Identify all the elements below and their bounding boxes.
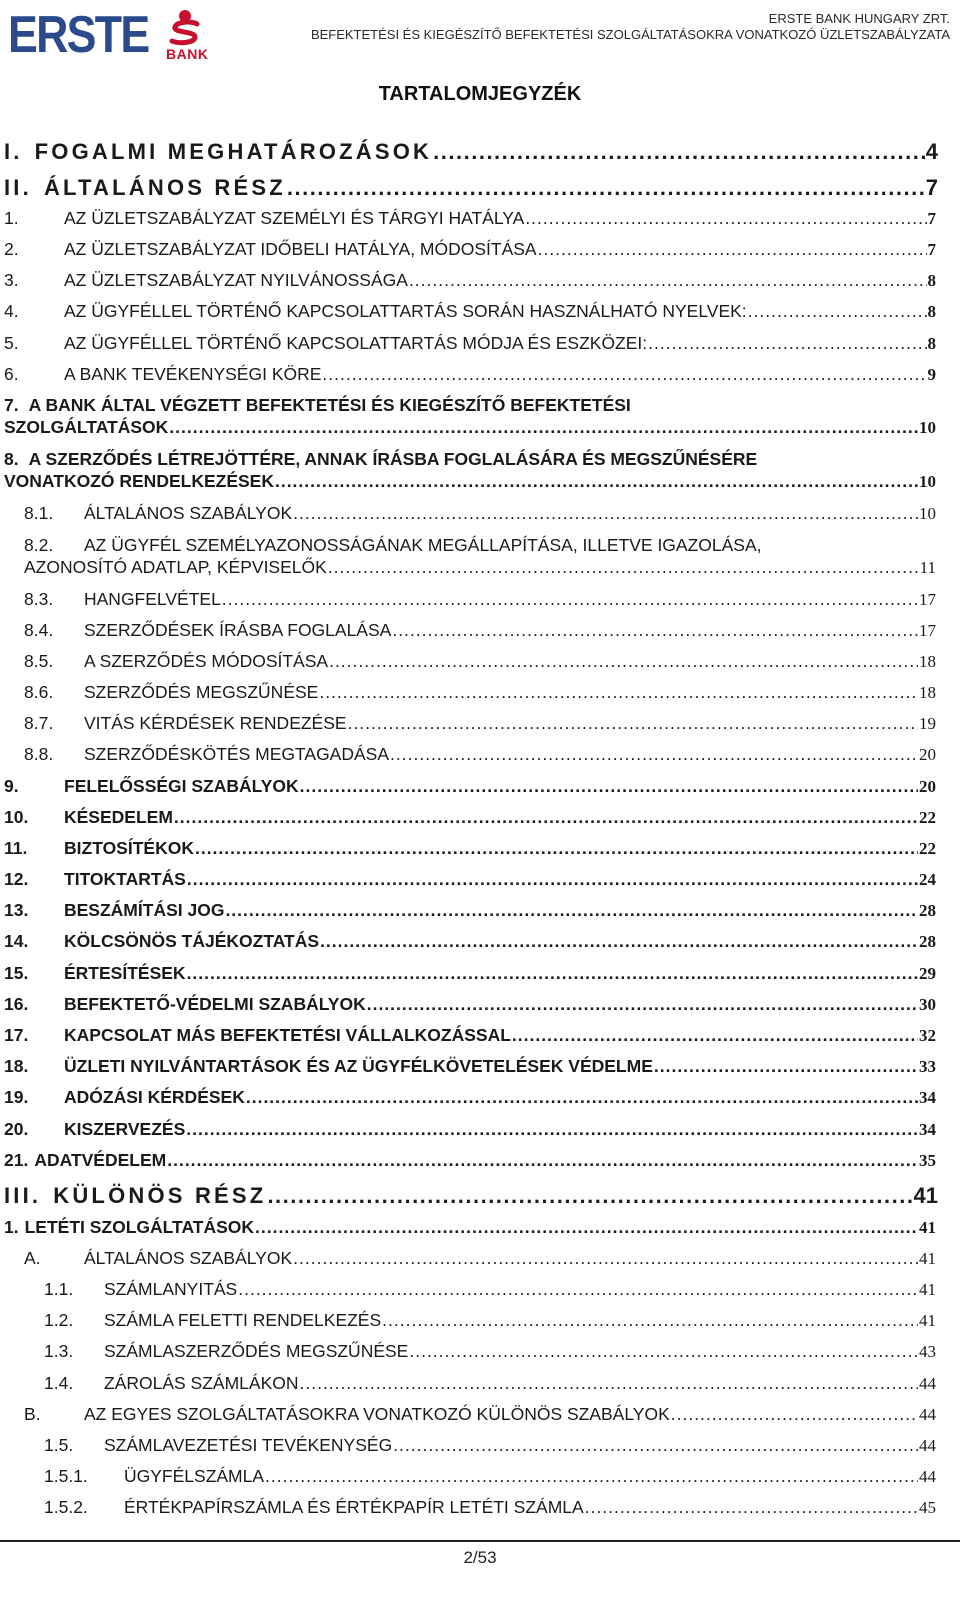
toc-entry-number: 1.5.2. [44, 1497, 88, 1517]
toc-entry-title: FOGALMI MEGHATÁROZÁSOK [34, 139, 433, 164]
dot-leader [409, 270, 927, 291]
toc-entry-title: SZERZŐDÉSKÖTÉS MEGTAGADÁSA [84, 744, 390, 764]
toc-entry-number: 8.7. [24, 713, 54, 733]
toc-entry[interactable] [0, 139, 960, 165]
toc-entry-number: 10. [4, 807, 29, 827]
dot-leader [246, 1087, 918, 1108]
toc-entry-number: 8.2. [24, 535, 54, 555]
toc-entry[interactable] [0, 1025, 960, 1046]
toc-entry-title: ÁLTALÁNOS RÉSZ [43, 175, 286, 200]
toc-entry-page: 32 [919, 1026, 936, 1045]
toc-entry[interactable] [0, 713, 960, 734]
toc-entry[interactable] [0, 364, 960, 385]
toc-entry-page: 41 [919, 1249, 936, 1268]
toc-entry[interactable] [0, 682, 960, 703]
toc-entry[interactable] [0, 1056, 960, 1077]
toc-entry-number: 8.6. [24, 682, 54, 702]
toc-entry[interactable] [0, 651, 960, 672]
toc-entry-page: 41 [913, 1183, 938, 1208]
toc-entry-title-continued: SZOLGÁLTATÁSOK [4, 417, 169, 437]
toc-heading: TARTALOMJEGYZÉK [378, 83, 582, 105]
toc-entry[interactable] [0, 333, 960, 354]
toc-entry-number: II. [4, 175, 32, 200]
toc-entry-page: 20 [919, 745, 936, 764]
toc-entry-number: 1.4. [44, 1373, 74, 1393]
toc-entry-page: 44 [919, 1436, 936, 1455]
toc-entry[interactable] [0, 589, 960, 610]
toc-entry-title: KÜLÖNÖS RÉSZ [53, 1183, 267, 1208]
toc-entry-title: SZÁMLANYITÁS [104, 1279, 238, 1299]
toc-entry-title: SZERZŐDÉS MEGSZŰNÉSE [84, 682, 319, 702]
toc-entry-number: 3. [4, 270, 19, 290]
toc-entry-page: 33 [919, 1057, 936, 1076]
page-number: 2/53 [463, 1548, 497, 1567]
toc-entry-number: 13. [4, 900, 29, 920]
toc-entry-number: 7. [4, 395, 19, 415]
toc-entry-page: 41 [919, 1280, 936, 1299]
toc-entry-title: BESZÁMÍTÁSI JOG [64, 900, 225, 920]
toc-entry[interactable] [0, 900, 960, 921]
toc-entry-number: 19. [4, 1087, 29, 1107]
toc-entry-page: 44 [919, 1374, 936, 1393]
toc-entry-title: KÉSEDELEM [64, 807, 173, 827]
toc-entry-number: A. [24, 1248, 41, 1268]
toc-entry[interactable] [0, 1217, 960, 1238]
toc-entry-title: FELELŐSSÉGI SZABÁLYOK [64, 776, 299, 796]
toc-entry-number: 11. [4, 838, 28, 858]
logo-bank-text: BANK [166, 46, 209, 62]
toc-entry-title: ÜZLETI NYILVÁNTARTÁSOK ÉS AZ ÜGYFÉLKÖVETELÉSEK VÉDELME [64, 1056, 653, 1076]
toc-entry-number: 1.3. [44, 1341, 74, 1361]
footer-divider [0, 1540, 960, 1542]
logo-wordmark: ERSTE [8, 6, 149, 64]
toc-entry-number: 12. [4, 869, 29, 889]
toc-entry[interactable] [0, 1279, 960, 1300]
toc-entry-page: 30 [919, 995, 936, 1014]
toc-entry-number: 14. [4, 931, 29, 951]
dot-leader [195, 838, 918, 859]
dot-leader [174, 807, 918, 828]
toc-entry-number: 16. [4, 994, 29, 1014]
toc-entry-page: 8 [927, 334, 936, 353]
toc-entry[interactable] [0, 620, 960, 641]
toc-entry-title: A SZERZŐDÉS LÉTREJÖTTÉRE, ANNAK ÍRÁSBA FOGLALÁSÁRA ÉS MEGSZŰNÉSÉRE [28, 449, 758, 469]
dot-leader [512, 1025, 918, 1046]
toc-entry[interactable] [0, 1466, 960, 1487]
dot-leader [167, 1150, 918, 1171]
toc-entry-title: SZÁMLASZERZŐDÉS MEGSZŰNÉSE [104, 1341, 409, 1361]
toc-entry-page: 41 [919, 1311, 936, 1330]
dot-leader [267, 1183, 912, 1209]
toc-entry[interactable] [0, 503, 960, 524]
toc-entry-page: 18 [919, 652, 936, 671]
toc-entry-number: 1.5.1. [44, 1466, 88, 1486]
toc-entry-number: 1.1. [44, 1279, 74, 1299]
toc-entry-number: I. [4, 139, 23, 164]
toc-entry[interactable] [0, 449, 960, 493]
document-title: BEFEKTETÉSI ÉS KIEGÉSZÍTŐ BEFEKTETÉSI SZOLGÁLTATÁSOKRA VONATKOZÓ ÜZLETSZABÁLYZATA [310, 27, 950, 42]
toc-entry[interactable] [0, 301, 960, 322]
erste-s-logo-icon [164, 10, 206, 46]
toc-entry[interactable] [0, 175, 960, 201]
toc-entry-page: 10 [919, 472, 936, 491]
toc-entry-title: KISZERVEZÉS [64, 1119, 186, 1139]
toc-entry-page: 41 [919, 1218, 936, 1237]
toc-entry-title: AZ ÜZLETSZABÁLYZAT IDŐBELI HATÁLYA, MÓDOSÍTÁSA [64, 239, 537, 259]
dot-leader [328, 556, 919, 578]
page-header [0, 0, 960, 72]
toc-entry-page: 17 [919, 590, 936, 609]
toc-entry-page: 18 [919, 683, 936, 702]
dot-leader [525, 208, 926, 229]
toc-entry[interactable] [0, 535, 960, 579]
dot-leader [585, 1497, 918, 1518]
dot-leader [367, 994, 918, 1015]
toc-entry-number: 8. [4, 449, 19, 469]
dot-leader [222, 589, 918, 610]
header-info [311, 11, 950, 43]
toc-entry-title: VITÁS KÉRDÉSEK RENDEZÉSE [84, 713, 347, 733]
toc-entry-page: 24 [919, 870, 936, 889]
toc-entry-title: A SZERZŐDÉS MÓDOSÍTÁSA [84, 651, 329, 671]
toc-entry-page: 22 [919, 839, 936, 858]
toc-entry-number: 8.1. [24, 503, 54, 523]
toc-entry-number: 9. [4, 776, 19, 796]
toc-entry-title: ÁLTALÁNOS SZABÁLYOK [84, 503, 293, 523]
toc-entry-title: A BANK TEVÉKENYSÉGI KÖRE [64, 364, 322, 384]
dot-leader [300, 1373, 919, 1394]
dot-leader [275, 470, 918, 492]
toc-entry-title: ADÓZÁSI KÉRDÉSEK [64, 1087, 245, 1107]
toc-entry-title: SZÁMLA FELETTI RENDELKEZÉS [104, 1310, 382, 1330]
toc-entry-title-continued: AZONOSÍTÓ ADATLAP, KÉPVISELŐK [24, 557, 327, 577]
toc-entry-page: 7 [927, 240, 936, 259]
toc-entry-title: KAPCSOLAT MÁS BEFEKTETÉSI VÁLLALKOZÁSSAL [64, 1025, 511, 1045]
toc-entry-page: 29 [919, 964, 936, 983]
toc-entry-number: 8.8. [24, 744, 54, 764]
dot-leader [169, 416, 918, 438]
toc-entry-number: 2. [4, 239, 19, 259]
dot-leader [187, 963, 918, 984]
toc-entry-number: 15. [4, 963, 29, 983]
toc-entry-page: 20 [919, 777, 936, 796]
toc-entry-number: 8.4. [24, 620, 54, 640]
toc-entry-page: 11 [919, 558, 936, 577]
toc-entry-number: 1. [4, 208, 19, 228]
toc-entry-page: 22 [919, 808, 936, 827]
toc-entry[interactable] [0, 1183, 960, 1209]
toc-entry-number: 21. [4, 1150, 29, 1170]
toc-entry-title: ÁLTALÁNOS SZABÁLYOK [84, 1248, 293, 1268]
toc-entry-number: 17. [4, 1025, 29, 1045]
toc-entry[interactable] [0, 1404, 960, 1425]
erste-bank-logo [8, 6, 208, 64]
toc-entry-page: 10 [919, 418, 936, 437]
toc-entry-page: 8 [927, 302, 936, 321]
dot-leader [382, 1310, 918, 1331]
dot-leader [654, 1056, 918, 1077]
toc-entry[interactable] [0, 239, 960, 260]
toc-entry-page: 45 [919, 1498, 936, 1517]
toc-entry-title: ÉRTÉKPAPÍRSZÁMLA ÉS ÉRTÉKPAPÍR LETÉTI SZÁMLA [124, 1497, 584, 1517]
toc-entry-title: BEFEKTETŐ-VÉDELMI SZABÁLYOK [64, 994, 366, 1014]
toc-entry-title: KÖLCSÖNÖS TÁJÉKOZTATÁS [64, 931, 320, 951]
toc-entry-title: LETÉTI SZOLGÁLTATÁSOK [24, 1217, 255, 1237]
toc-entry-title-continued: VONATKOZÓ RENDELKEZÉSEK [4, 471, 274, 491]
toc-entry-title: ADATVÉDELEM [34, 1150, 167, 1170]
dot-leader [648, 333, 926, 354]
toc-entry[interactable] [0, 1119, 960, 1140]
toc-entry-number: 20. [4, 1119, 29, 1139]
toc-entry[interactable] [0, 838, 960, 859]
dot-leader [319, 682, 918, 703]
toc-entry-number: 1. [4, 1217, 19, 1237]
dot-leader [322, 364, 926, 385]
toc-entry[interactable] [0, 994, 960, 1015]
dot-leader [390, 744, 918, 765]
toc-entry-page: 35 [919, 1151, 936, 1170]
toc-entry-title: ÉRTESÍTÉSEK [64, 963, 186, 983]
toc-entry-number: 4. [4, 301, 19, 321]
dot-leader [393, 1435, 918, 1456]
toc-entry-page: 7 [927, 209, 936, 228]
dot-leader [671, 1404, 918, 1425]
toc-entry-page: 43 [919, 1342, 936, 1361]
dot-leader [300, 776, 918, 797]
toc-entry[interactable] [0, 1310, 960, 1331]
dot-leader [348, 713, 918, 734]
toc-entry-page: 28 [919, 901, 936, 920]
dot-leader [320, 931, 918, 952]
toc-entry-page: 7 [925, 175, 938, 200]
toc-entry-title: AZ ÜZLETSZABÁLYZAT NYILVÁNOSSÁGA [64, 270, 408, 290]
toc-entry-title: AZ ÜGYFÉL SZEMÉLYAZONOSSÁGÁNAK MEGÁLLAPÍTÁSA, ILLETVE IGAZOLÁSA, [84, 535, 762, 555]
toc-entry-page: 10 [919, 504, 936, 523]
dot-leader [255, 1217, 918, 1238]
dot-leader [409, 1341, 918, 1362]
toc-entry-page: 34 [919, 1088, 936, 1107]
dot-leader [293, 1248, 918, 1269]
toc-entry-number: 1.5. [44, 1435, 74, 1455]
dot-leader [329, 651, 918, 672]
toc-entry-title: A BANK ÁLTAL VÉGZETT BEFEKTETÉSI ÉS KIEGÉSZÍTŐ BEFEKTETÉSI [28, 395, 631, 415]
toc-entry[interactable] [0, 1373, 960, 1394]
toc-entry[interactable] [0, 1248, 960, 1269]
toc-entry[interactable] [0, 1150, 960, 1171]
toc-entry-page: 34 [919, 1120, 936, 1139]
toc-entry[interactable] [0, 869, 960, 890]
dot-leader [225, 900, 918, 921]
toc-entry[interactable] [0, 776, 960, 797]
toc-entry-title: AZ ÜZLETSZABÁLYZAT SZEMÉLYI ÉS TÁRGYI HATÁLYA [64, 208, 525, 228]
toc-entry-title: HANGFELVÉTEL [84, 589, 221, 609]
toc-entry[interactable] [0, 395, 960, 439]
toc-entry-number: B. [24, 1404, 41, 1424]
toc-entry-page: 44 [919, 1405, 936, 1424]
toc-entry[interactable] [0, 1435, 960, 1456]
toc-entry[interactable] [0, 807, 960, 828]
toc-entry[interactable] [0, 744, 960, 765]
toc-entry[interactable] [0, 931, 960, 952]
dot-leader [433, 139, 925, 165]
toc-entry-page: 17 [919, 621, 936, 640]
toc-entry-page: 19 [919, 714, 936, 733]
toc-entry-page: 9 [927, 365, 936, 384]
dot-leader [293, 503, 918, 524]
toc-entry[interactable] [0, 208, 960, 229]
toc-entry-page: 44 [919, 1467, 936, 1486]
dot-leader [748, 301, 927, 322]
toc-entry-page: 28 [919, 932, 936, 951]
toc-entry-page: 4 [925, 139, 938, 164]
toc-entry-number: 6. [4, 364, 19, 384]
toc-entry-title: AZ ÜGYFÉLLEL TÖRTÉNŐ KAPCSOLATTARTÁS MÓDJA ÉS ESZKÖZEI: [64, 333, 648, 353]
toc-entry[interactable] [0, 1497, 960, 1518]
dot-leader [187, 869, 918, 890]
toc-entry-title: SZÁMLAVEZETÉSI TEVÉKENYSÉG [104, 1435, 393, 1455]
toc-entry-title: ZÁROLÁS SZÁMLÁKON [104, 1373, 299, 1393]
toc-entry-title: AZ ÜGYFÉLLEL TÖRTÉNŐ KAPCSOLATTARTÁS SORÁN HASZNÁLHATÓ NYELVEK: [64, 301, 747, 321]
toc-entry-number: 18. [4, 1056, 29, 1076]
toc-entry[interactable] [0, 963, 960, 984]
toc-entry-title: TITOKTARTÁS [64, 869, 186, 889]
toc-entry-number: 5. [4, 333, 19, 353]
toc-entry-number: 1.2. [44, 1310, 74, 1330]
toc-entry-title: BIZTOSÍTÉKOK [64, 838, 194, 858]
dot-leader [392, 620, 918, 641]
toc-entry[interactable] [0, 270, 960, 291]
toc-entry-title: ÜGYFÉLSZÁMLA [124, 1466, 265, 1486]
toc-entry-page: 8 [927, 271, 936, 290]
toc-entry-title: AZ EGYES SZOLGÁLTATÁSOKRA VONATKOZÓ KÜLÖNÖS SZABÁLYOK [84, 1404, 670, 1424]
company-name: ERSTE BANK HUNGARY ZRT. [768, 11, 950, 26]
dot-leader [538, 239, 927, 260]
toc-entry-number: III. [4, 1183, 42, 1208]
toc-entry-title: SZERZŐDÉSEK ÍRÁSBA FOGLALÁSA [84, 620, 392, 640]
toc-entry[interactable] [0, 1341, 960, 1362]
toc-entry[interactable] [0, 1087, 960, 1108]
dot-leader [265, 1466, 918, 1487]
toc-entry-number: 8.3. [24, 589, 54, 609]
dot-leader [186, 1119, 918, 1140]
toc-entry-number: 8.5. [24, 651, 54, 671]
dot-leader [238, 1279, 918, 1300]
dot-leader [287, 175, 925, 201]
